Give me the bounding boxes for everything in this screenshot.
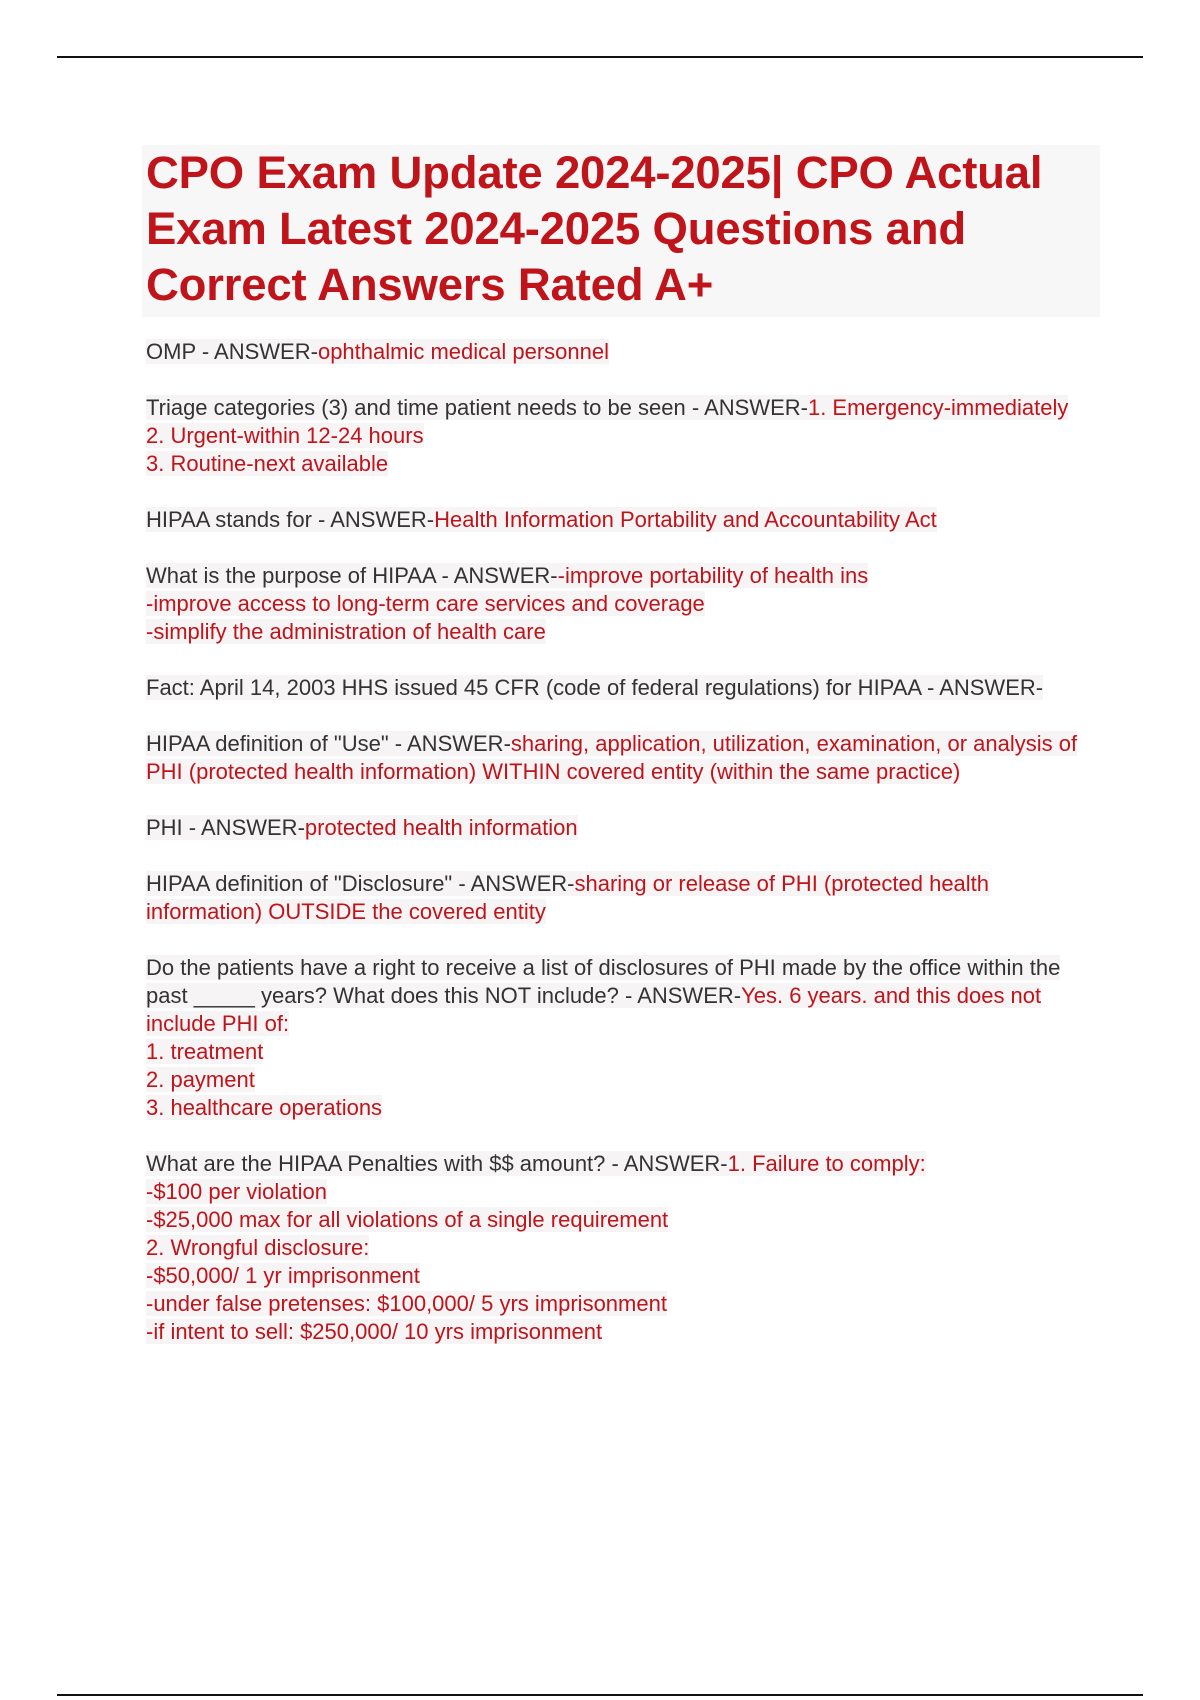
answer-line: 3. healthcare operations	[146, 1095, 383, 1120]
bottom-rule	[57, 1694, 1143, 1696]
answer-text: sharing, application, utilization, examination, or analysis of PHI (protected health information) WITHIN covered entity (within the same practice)	[146, 731, 1078, 784]
qa-item	[146, 506, 1096, 534]
qa-item	[146, 1150, 1096, 1346]
question-text: What are the HIPAA Penalties with $$ amount? - ANSWER-	[146, 1151, 728, 1176]
qa-item	[146, 870, 1096, 926]
qa-item	[146, 674, 1096, 702]
answer-line: -if intent to sell: $250,000/ 10 yrs imprisonment	[146, 1319, 603, 1344]
question-text: HIPAA definition of "Disclosure" - ANSWER-	[146, 871, 575, 896]
question-text: OMP - ANSWER-	[146, 339, 318, 364]
answer-line: -simplify the administration of health care	[146, 619, 546, 644]
question-text: Fact: April 14, 2003 HHS issued 45 CFR (code of federal regulations) for HIPAA - ANSWER-	[146, 675, 1044, 700]
answer-line: -$100 per violation	[146, 1179, 328, 1204]
title-block	[142, 145, 1100, 317]
answer-text: ophthalmic medical personnel	[317, 339, 610, 364]
answer-text: Health Information Portability and Accountability Act	[434, 507, 937, 532]
answer-line: -$25,000 max for all violations of a single requirement	[146, 1207, 669, 1232]
question-text: HIPAA definition of "Use" - ANSWER-	[146, 731, 511, 756]
qa-item	[146, 562, 1096, 646]
question-text: HIPAA stands for - ANSWER-	[146, 507, 435, 532]
answer-line: 2. Wrongful disclosure:	[146, 1235, 370, 1260]
answer-line: 1. treatment	[146, 1039, 264, 1064]
answer-line: -$50,000/ 1 yr imprisonment	[146, 1263, 420, 1288]
question-text: PHI - ANSWER-	[146, 815, 305, 840]
qa-item	[146, 730, 1096, 786]
qa-item	[146, 394, 1096, 478]
answer-line: 3. Routine-next available	[146, 451, 389, 476]
answer-line: -improve access to long-term care services and coverage	[146, 591, 705, 616]
top-rule	[57, 56, 1143, 58]
answer-text: 1. Failure to comply:	[727, 1151, 926, 1176]
answer-text: -improve portability of health ins	[557, 563, 869, 588]
answer-text: sharing or release of PHI (protected health information) OUTSIDE the covered entity	[146, 871, 990, 924]
qa-item	[146, 954, 1096, 1122]
question-text: Triage categories (3) and time patient needs to be seen - ANSWER-	[146, 395, 808, 420]
document-title: CPO Exam Update 2024-2025| CPO Actual Exam Latest 2024-2025 Questions and Correct Answers Rated A+	[146, 147, 1043, 310]
answer-line: 2. Urgent-within 12-24 hours	[146, 423, 424, 448]
question-text: Do the patients have a right to receive a list of disclosures of PHI made by the office within the past _____ years? What does this NOT include? - ANSWER-	[146, 955, 1061, 1008]
qa-list	[146, 338, 1096, 1374]
answer-text: Yes. 6 years. and this does not include PHI of:	[146, 983, 1042, 1036]
answer-text: protected health information	[304, 815, 578, 840]
qa-item	[146, 814, 1096, 842]
qa-item	[146, 338, 1096, 366]
answer-line: 2. payment	[146, 1067, 255, 1092]
answer-line: -under false pretenses: $100,000/ 5 yrs imprisonment	[146, 1291, 667, 1316]
answer-text: 1. Emergency-immediately	[807, 395, 1069, 420]
question-text: What is the purpose of HIPAA - ANSWER-	[146, 563, 558, 588]
